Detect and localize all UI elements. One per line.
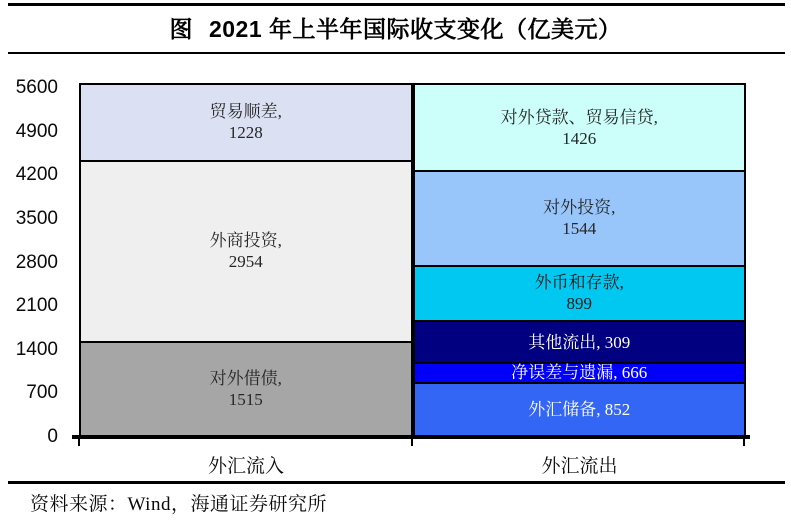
segment-label: 外商投资,	[209, 231, 282, 251]
segment-value: 1228	[228, 123, 263, 143]
segment-value: 1544	[562, 219, 597, 239]
y-axis-tick-label: 0	[47, 426, 58, 447]
x-axis-tick	[411, 437, 413, 446]
segment-label: 对外投资,	[543, 198, 616, 218]
segment-value: 1515	[228, 389, 263, 409]
y-axis-tick-label: 4200	[15, 164, 58, 186]
segment-label-inline: 其他流出, 309	[528, 332, 631, 352]
segment-label: 贸易顺差,	[209, 102, 282, 122]
bar-segment	[81, 85, 411, 162]
y-axis-tick-label: 2800	[15, 251, 58, 273]
bar-segment	[415, 364, 745, 384]
title-rule	[8, 52, 785, 54]
segment-label-inline: 外汇储备, 852	[528, 400, 631, 420]
bar-segment	[415, 322, 745, 363]
x-axis-tick	[743, 437, 745, 446]
y-axis-tick-label: 700	[26, 382, 58, 404]
segment-label: 对外贷款、贸易信贷,	[500, 107, 658, 127]
bar-segment	[81, 162, 411, 343]
category-label-outflow: 外汇流出	[541, 456, 618, 477]
stacked-bar-outflow	[413, 83, 747, 437]
source-note: 资料来源：Wind，海通证券研究所	[30, 494, 327, 515]
segment-label: 对外借债,	[209, 368, 282, 388]
bar-segment	[415, 172, 745, 266]
y-axis-tick-label: 2100	[15, 295, 58, 317]
segment-label-inline: 净误差与遗漏, 666	[511, 363, 648, 383]
stacked-bar-inflow	[79, 83, 413, 437]
source-rule	[8, 481, 785, 484]
plot-area	[79, 83, 746, 437]
y-axis-tick-label: 3500	[15, 207, 58, 229]
segment-value: 899	[566, 294, 592, 314]
chart-title-prefix: 图	[169, 16, 193, 42]
bar-segment	[81, 343, 411, 435]
chart-title-text: 2021 年上半年国际收支变化（亿美元）	[208, 16, 622, 42]
y-axis-tick-label: 4900	[15, 120, 58, 142]
x-axis-tick	[78, 437, 80, 446]
y-axis-tick-label: 5600	[15, 77, 58, 98]
segment-value: 1426	[562, 128, 597, 148]
segment-value: 2954	[228, 252, 263, 272]
segment-label: 外币和存款,	[534, 273, 624, 293]
chart-title	[0, 11, 791, 44]
bar-segment	[415, 267, 745, 323]
bar-segment	[415, 85, 745, 172]
y-axis-tick-label: 1400	[15, 338, 58, 360]
y-axis	[6, 0, 58, 528]
category-label-inflow: 外汇流入	[207, 456, 284, 477]
top-rule	[8, 3, 785, 6]
bar-segment	[415, 384, 745, 435]
